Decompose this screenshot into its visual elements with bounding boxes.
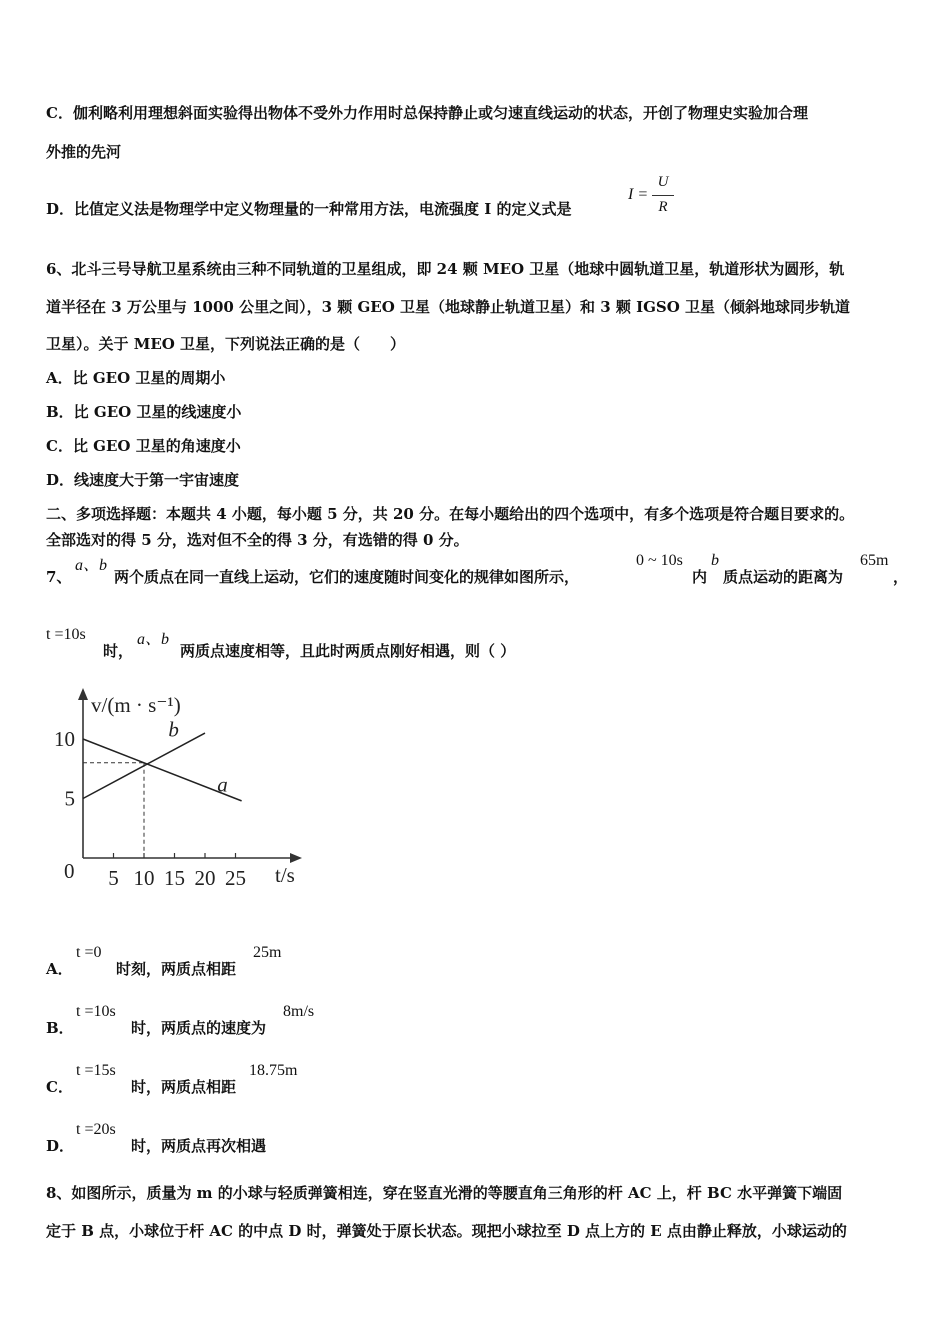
q7-math-b: b [711,552,719,569]
q7-option-a-math: t =0 [76,944,102,961]
y-axis-label: v/(m · s⁻¹) [91,693,181,717]
q7-math-t10: t =10s [46,626,86,643]
q6-option-d: D．线速度大于第一宇宙速度 [46,471,240,489]
q6-stem-line2: 道半径在 3 万公里与 1000 公里之间），3 颗 GEO 卫星（地球静止轨道卫星）和 3 颗 IGSO 卫星（倾斜地球同步轨道 [46,298,851,316]
q7-stem-text2: 内 [692,568,708,586]
q7-option-a-value: 25m [253,944,282,961]
q7-option-d-text: 时，两质点再次相遇 [131,1137,267,1155]
q7-stem-text1: 两个质点在同一直线上运动，它们的速度随时间变化的规律如图所示， [114,568,580,586]
q5-fraction-bar [652,195,674,196]
q6-stem-line1: 6、北斗三号导航卫星系统由三种不同轨道的卫星组成，即 24 颗 MEO 卫星（地球中圆轨道卫星，轨道形状为圆形，轨 [46,260,845,278]
q5-formula-denominator: R [658,199,668,215]
origin-label: 0 [64,859,75,883]
x-tick-label: 5 [108,866,119,890]
y-tick-label: 5 [64,786,75,811]
q7-math-ab: a、b [75,557,108,574]
x-tick-label: 20 [194,866,216,890]
section2-header-line1: 二、多项选择题：本题共 4 小题，每小题 5 分，共 20 分。在每小题给出的四个选项中，有多个选项是符合题目要求的。 [46,505,855,523]
x-tick-label: 10 [133,866,155,890]
q7-option-c-text: 时，两质点相距 [131,1078,237,1096]
x-tick-label: 15 [164,866,185,890]
q7-option-b-value: 8m/s [283,1003,315,1020]
q7-option-b-label: B． [46,1019,74,1037]
q7-velocity-time-chart [40,680,320,900]
q5-formula-numerator: U [657,174,669,190]
q7-stem-text4: 时， [103,642,134,660]
q7-option-a-text: 时刻，两质点相距 [116,960,237,978]
q6-option-a: A．比 GEO 卫星的周期小 [46,369,226,387]
q7-option-d-label: D． [46,1137,75,1155]
y-axis-arrow [78,688,88,700]
q7-option-c-math: t =15s [76,1062,116,1079]
q5-option-c-line1: C．伽利略利用理想斜面实验得出物体不受外力作用时总保持静止或匀速直线运动的状态，开创了物理史实验加合理 [46,104,808,122]
q7-option-c-label: C． [46,1078,73,1096]
q7-stem-text3: 质点运动的距离为 [723,568,844,586]
q7-comma: ， [893,568,909,586]
q8-stem-line2: 定于 B 点，小球位于杆 AC 的中点 D 时，弹簧处于原长状态。现把小球拉至 D 点上方的 E 点由静止释放，小球运动的 [46,1222,847,1240]
series-label-a: a [217,772,228,797]
section2-header-line2: 全部选对的得 5 分，选对但不全的得 3 分，有选错的得 0 分。 [46,531,469,549]
y-tick-label: 10 [54,727,75,751]
q7-option-d-math: t =20s [76,1121,116,1138]
q6-stem-line3: 卫星）。关于 MEO 卫星，下列说法正确的是（ ） [46,335,406,353]
q7-math-65m: 65m [860,552,889,569]
series-label-b: b [168,717,179,742]
x-axis-arrow [290,853,302,863]
q5-formula-lhs: I = [628,186,649,203]
q8-stem-line1: 8、如图所示，质量为 m 的小球与轻质弹簧相连，穿在竖直光滑的等腰直角三角形的杆 AC 上，杆 BC 水平弹簧下端固 [46,1184,843,1202]
q7-option-c-value: 18.75m [249,1062,298,1079]
q6-option-b: B．比 GEO 卫星的线速度小 [46,403,242,421]
q7-math-ab2: a、b [137,631,170,648]
x-tick-label: 25 [225,866,246,890]
x-axis-label: t/s [275,863,295,887]
q7-stem-text5: 两质点速度相等，且此时两质点刚好相遇，则（ ） [180,642,516,660]
q5-option-d: D．比值定义法是物理学中定义物理量的一种常用方法，电流强度 I 的定义式是 [46,200,572,218]
q7-option-a-label: A． [46,960,73,978]
q7-number: 7、 [46,568,72,586]
series-line-b [83,733,205,798]
q6-option-c: C．比 GEO 卫星的角速度小 [46,437,241,455]
q5-option-c-line2: 外推的先河 [46,143,122,161]
q7-math-range: 0 ~ 10s [636,552,683,569]
q7-option-b-text: 时，两质点的速度为 [131,1019,267,1037]
q7-option-b-math: t =10s [76,1003,116,1020]
